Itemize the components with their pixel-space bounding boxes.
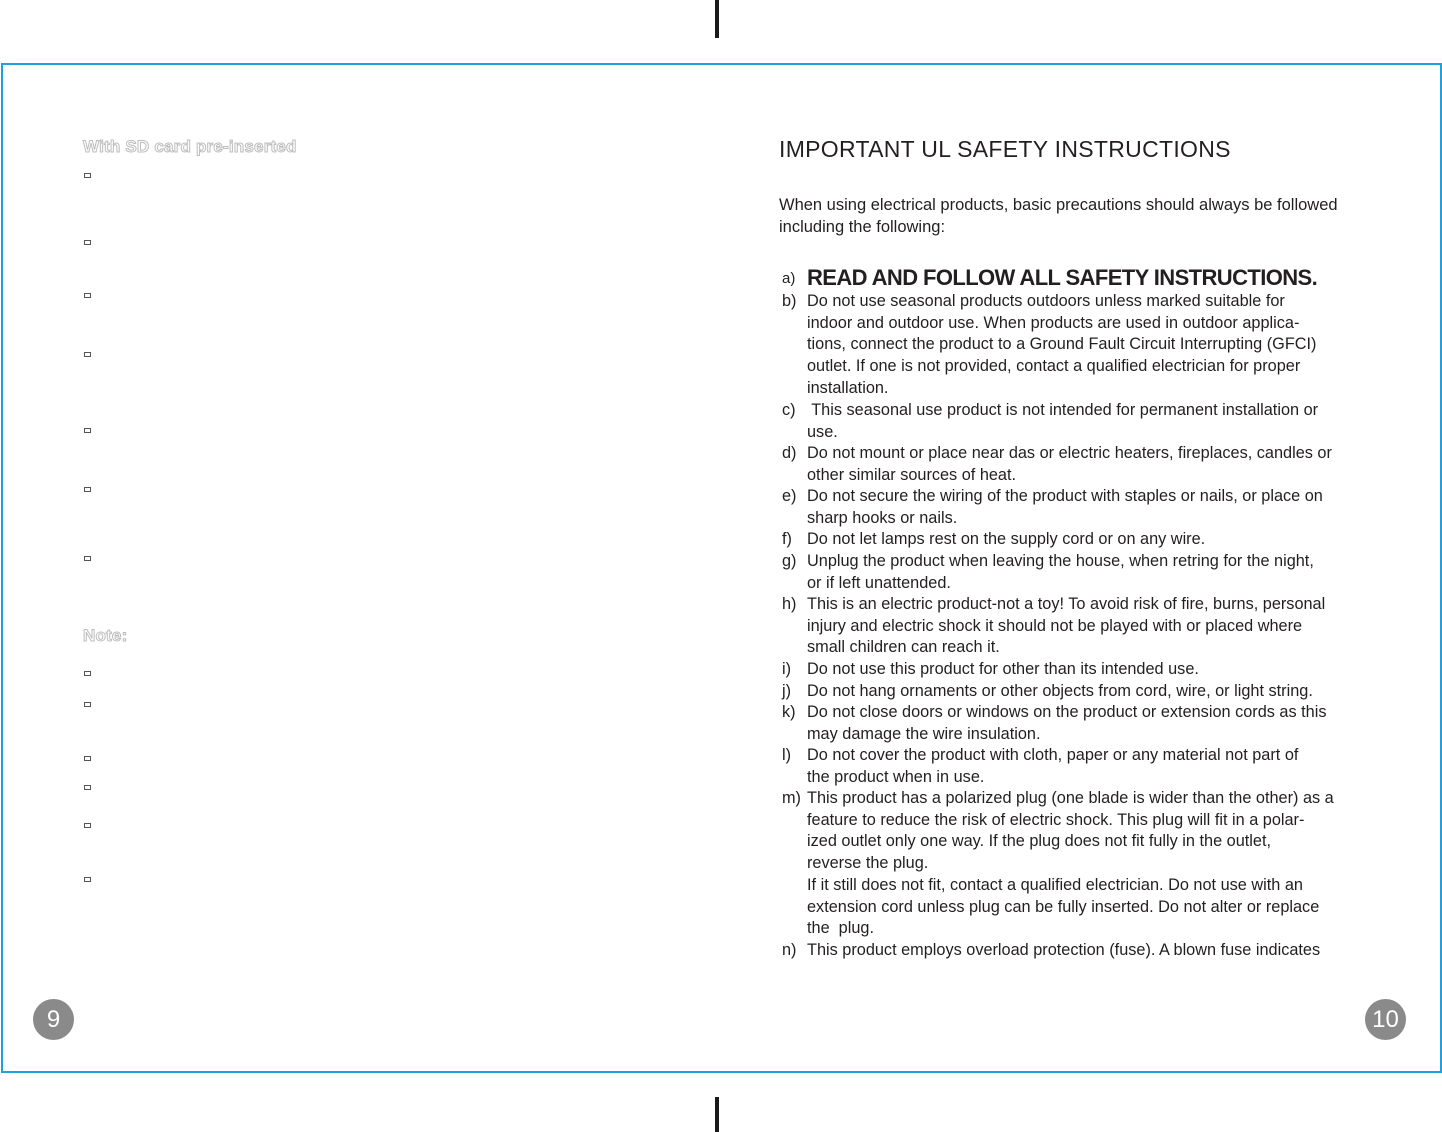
item-line: Do not close doors or windows on the product or extension cords as this <box>807 703 1327 721</box>
item-text <box>807 551 1314 594</box>
bullet-4 <box>84 352 91 357</box>
item-label: a) <box>782 270 796 287</box>
bullet-1 <box>84 173 91 178</box>
item-text <box>807 529 1205 551</box>
page-number-right: 10 <box>1365 999 1406 1040</box>
item-line: or if left unattended. <box>807 573 951 592</box>
item-text: READ AND FOLLOW ALL SAFETY INSTRUCTIONS. <box>807 265 1318 290</box>
note-bullet-4 <box>84 785 91 790</box>
item-line: feature to reduce the risk of electric shock. This plug will fit in a polar- <box>807 810 1305 829</box>
bullet-7 <box>84 556 91 561</box>
sd-card-heading: With SD card pre-inserted <box>83 137 297 156</box>
item-label: l) <box>782 746 792 764</box>
item-line: use. <box>807 422 838 441</box>
item-line: This is an electric product-not a toy! To avoid risk of fire, burns, personal <box>807 595 1326 613</box>
bullet-5 <box>84 428 91 433</box>
item-line: ized outlet only one way. If the plug does not fit fully in the outlet, <box>807 832 1271 851</box>
item-text <box>807 681 1313 703</box>
item-text <box>807 702 1326 745</box>
item-label: k) <box>782 703 796 721</box>
item-line: This product has a polarized plug (one blade is wider than the other) as a <box>807 789 1334 807</box>
item-line: indoor and outdoor use. When products are used in outdoor applica- <box>807 313 1300 332</box>
page-number-left: 9 <box>33 999 74 1040</box>
intro-line: When using electrical products, basic precautions should always be followed <box>779 196 1338 214</box>
bullet-3 <box>84 293 91 298</box>
item-line: This seasonal use product is not intended for permanent installation or <box>807 401 1319 419</box>
crop-mark-top <box>715 0 719 38</box>
item-text <box>807 400 1318 443</box>
intro-paragraph <box>779 195 1409 238</box>
item-line: This product employs overload protection (fuse). A blown fuse indicates <box>807 941 1321 959</box>
item-line: the product when in use. <box>807 767 985 786</box>
crop-mark-bottom <box>715 1097 719 1132</box>
intro-line: including the following: <box>779 217 946 236</box>
note-heading: Note: <box>83 626 128 645</box>
item-text <box>807 659 1199 681</box>
item-text <box>807 443 1332 486</box>
note-bullet-1 <box>84 671 91 676</box>
item-line: reverse the plug. <box>807 854 929 873</box>
item-line: Do not mount or place near das or electric heaters, fireplaces, candles or <box>807 444 1332 462</box>
item-line: the plug. <box>807 919 874 938</box>
item-line: Unplug the product when leaving the house, when retring for the night, <box>807 552 1314 570</box>
item-label: d) <box>782 444 797 462</box>
item-line: Do not use seasonal products outdoors unless marked suitable for <box>807 292 1285 310</box>
item-line: If it still does not fit, contact a qualified electrician. Do not use with an <box>807 875 1303 894</box>
item-line: Do not secure the wiring of the product with staples or nails, or place on <box>807 487 1323 505</box>
item-label: n) <box>782 941 797 959</box>
item-text <box>807 788 1334 940</box>
note-bullet-6 <box>84 877 91 882</box>
item-text <box>807 745 1298 788</box>
item-text <box>807 940 1320 962</box>
item-line: Do not hang ornaments or other objects from cord, wire, or light string. <box>807 682 1313 700</box>
item-line: tions, connect the product to a Ground Fault Circuit Interrupting (GFCI) <box>807 335 1317 354</box>
item-label: e) <box>782 487 797 505</box>
safety-title: IMPORTANT UL SAFETY INSTRUCTIONS <box>779 136 1231 162</box>
item-line: sharp hooks or nails. <box>807 508 958 527</box>
item-label: b) <box>782 292 797 310</box>
item-line: may damage the wire insulation. <box>807 724 1041 743</box>
item-text <box>807 486 1323 529</box>
item-line: injury and electric shock it should not be played with or placed where <box>807 616 1303 635</box>
item-label: g) <box>782 552 797 570</box>
item-line: installation. <box>807 378 889 397</box>
item-line: Do not cover the product with cloth, paper or any material not part of <box>807 746 1299 764</box>
item-label: f) <box>782 530 792 548</box>
item-line: small children can reach it. <box>807 638 1000 657</box>
item-label: i) <box>782 660 792 678</box>
note-bullet-3 <box>84 756 91 761</box>
note-bullet-2 <box>84 702 91 707</box>
item-text <box>807 291 1316 400</box>
item-text <box>807 594 1325 659</box>
bullet-2 <box>84 240 91 245</box>
item-line: extension cord unless plug can be fully inserted. Do not alter or replace <box>807 897 1320 916</box>
item-label: c) <box>782 401 796 419</box>
item-line: Do not use this product for other than its intended use. <box>807 660 1199 678</box>
note-bullet-5 <box>84 823 91 828</box>
item-label: j) <box>782 682 792 700</box>
item-label: h) <box>782 595 797 613</box>
item-line: outlet. If one is not provided, contact a qualified electrician for proper <box>807 357 1301 376</box>
item-line: Do not let lamps rest on the supply cord or on any wire. <box>807 530 1206 548</box>
bullet-6 <box>84 487 91 492</box>
item-label: m) <box>782 789 801 807</box>
item-line: other similar sources of heat. <box>807 465 1017 484</box>
